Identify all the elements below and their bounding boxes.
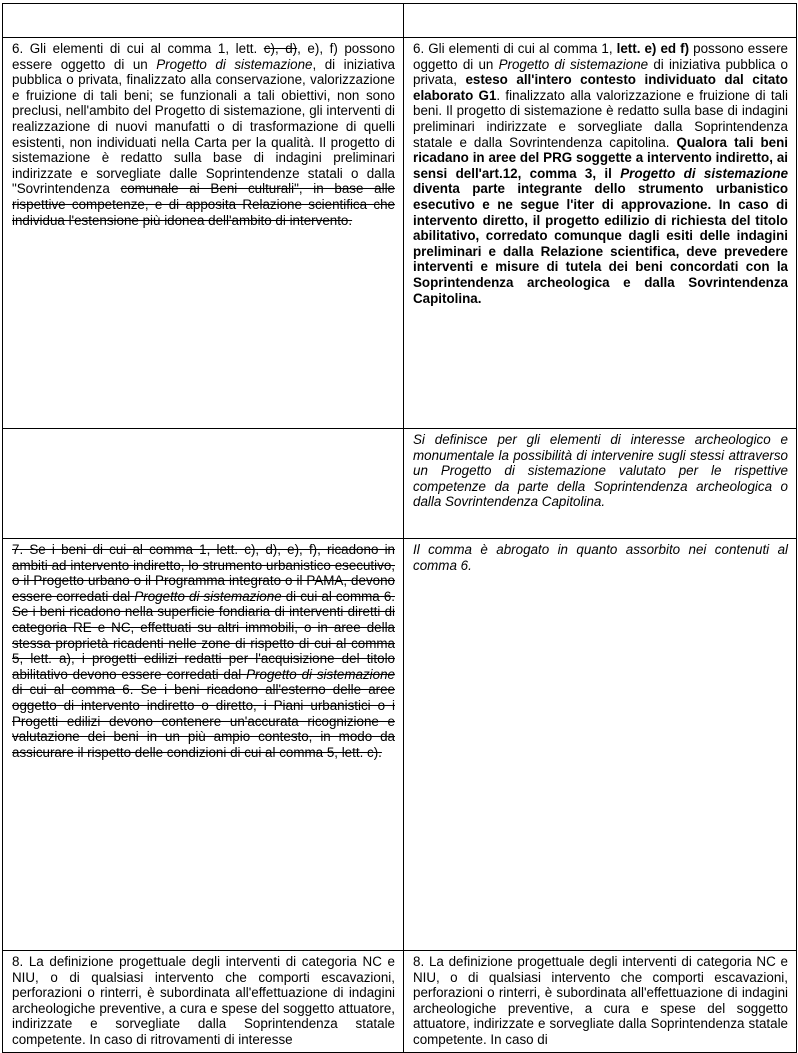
table-row	[3, 951, 797, 1053]
original-text-cell: 7. Se i beni di cui al comma 1, lett. c), d), e), f), ricadono in ambiti ad intervento indiretto, lo strumento urbanistico esecutivo, o il Progetto urbano o il Programma integrato o il PAMA, devono essere corredati dal Progetto di sistemazione di cui al comma 6. Se i beni ricadono nella superficie fondiaria di interventi diretti di categoria RE e NC, effettuati su altri immobili, o in aree della stessa proprietà ricadenti nelle zone di rispetto di cui al comma 5, lett. a), i progetti edilizi redatti per l'acquisizione del titolo abilitativo devono essere corredati dal Progetto di sistemazione di cui al comma 6. Se i beni ricadono all'esterno delle aree oggetto di intervento indiretto o diretto, i Piani urbanistici o i Progetti edilizi devono contenere un'accurata ricognizione e valutazione dei beni in un più ampio contesto, in modo da assicurare il rispetto delle condizioni di cui al comma 5, lett. c).	[3, 539, 404, 951]
added-text: esteso all'intero contesto individuato dal citato elaborato G1	[413, 72, 788, 103]
table-row	[3, 429, 797, 539]
original-text-cell: 8. La definizione progettuale degli interventi di categoria NC e NIU, o di qualsiasi intervento che comporti escavazioni, perforazioni o rinterri, è subordinata all'effettuazione di indagini archeologiche preventive, a cura e spese del soggetto attuatore, indirizzate e sorvegliate dalla Soprintendenza statale competente. In caso di ritrovamenti di interesse	[3, 951, 404, 1053]
deleted-text: c), d)	[263, 41, 298, 56]
table-row	[3, 38, 797, 429]
note-cell: Il comma è abrogato in quanto assorbito nei contenuti al comma 6.	[404, 539, 797, 951]
added-text: diventa parte integrante dello strumento urbanistico esecutivo e ne segue l'iter di approvazione. In caso di intervento diretto, il progetto edilizio di richiesta del titolo abilitativo, corredato comunque dagli esiti delle indagini preliminari e dalla Relazione scientifica, deve prevedere interventi e misure di tutela dei beni concordati con la Soprintendenza archeologica e dalla Sovrintendenza Capitolina.	[413, 181, 788, 306]
empty-cell	[3, 429, 404, 539]
original-text-cell: 6. Gli elementi di cui al comma 1, lett. c), d), e), f) possono essere oggetto di un Progetto di sistemazione, di iniziativa pubblica o privata, finalizzato alla conservazione, valorizzazione e fruizione di tali beni; se funzionali a tali obiettivi, non sono preclusi, nell'ambito del Progetto di sistemazione, gli interventi di realizzazione di nuovi manufatti o di trasformazione di quelli esistenti, non individuati nella Carta per la qualità. Il progetto di sistemazione è redatto sulla base di indagini preliminari indirizzate e sorvegliate dalle Soprintendenze statali o dalla "Sovrintendenza comunale ai Beni culturali", in base alle rispettive competenze, e di apposita Relazione scientifica che individua l'estensione più idonea dell'ambito di intervento.	[3, 38, 404, 429]
amended-text-cell: 8. La definizione progettuale degli interventi di categoria NC e NIU, o di qualsiasi intervento che comporti escavazioni, perforazioni o rinterri, è subordinata all'effettuazione di indagini archeologiche preventive, a cura e spese del soggetto attuatore, indirizzate e sorvegliate dalla Soprintendenza statale competente. In caso di	[404, 951, 797, 1053]
note-cell: Si definisce per gli elementi di interesse archeologico e monumentale la possibilità di intervenire sugli stessi attraverso un Progetto di sistemazione valutato per le rispettive competenze da parte della Soprintendenza archeologica o dalla Sovrintendenza Capitolina.	[404, 429, 797, 539]
table-row	[3, 539, 797, 951]
deleted-text: comunale ai Beni culturali", in base alle rispettive competenze, e di apposita Relazione scientifica che individua l'estensione più idonea dell'ambito di intervento.	[12, 181, 396, 228]
amended-text-cell: 6. Gli elementi di cui al comma 1, lett. e) ed f) possono essere oggetto di un Progetto di sistemazione di iniziativa pubblica o privata, esteso all'intero contesto individuato dal citato elaborato G1. finalizzato alla valorizzazione e fruizione di tali beni. Il progetto di sistemazione è redatto sulla base di indagini preliminari indirizzate e sorvegliate dalla Soprintendenza statale e dalla Sovrintendenza capitolina. Qualora tali beni ricadano in aree del PRG soggette a intervento indiretto, ai sensi dell'art.12, comma 3, il Progetto di sistemazione diventa parte integrante dello strumento urbanistico esecutivo e ne segue l'iter di approvazione. In caso di intervento diretto, il progetto edilizio di richiesta del titolo abilitativo, corredato comunque dagli esiti delle indagini preliminari e dalla Relazione scientifica, deve prevedere interventi e misure di tutela dei beni concordati con la Soprintendenza archeologica e dalla Sovrintendenza Capitolina.	[404, 38, 797, 429]
added-text: lett. e) ed f)	[616, 41, 690, 56]
empty-header-left	[3, 4, 404, 38]
deleted-text: 7. Se i beni di cui al comma 1, lett. c), d), e), f), ricadono in ambiti ad intervento indiretto, lo strumento urbanistico esecutivo, o il Progetto urbano o il Programma integrato o il PAMA, devono essere corredati dal	[12, 542, 395, 604]
comparison-table	[2, 3, 797, 1053]
empty-header-right	[404, 4, 797, 38]
added-text: Qualora tali beni ricadano in aree del PRG soggette a intervento indiretto, ai sensi dell'art.12, comma 3, il	[413, 134, 788, 181]
header-row	[3, 4, 797, 38]
